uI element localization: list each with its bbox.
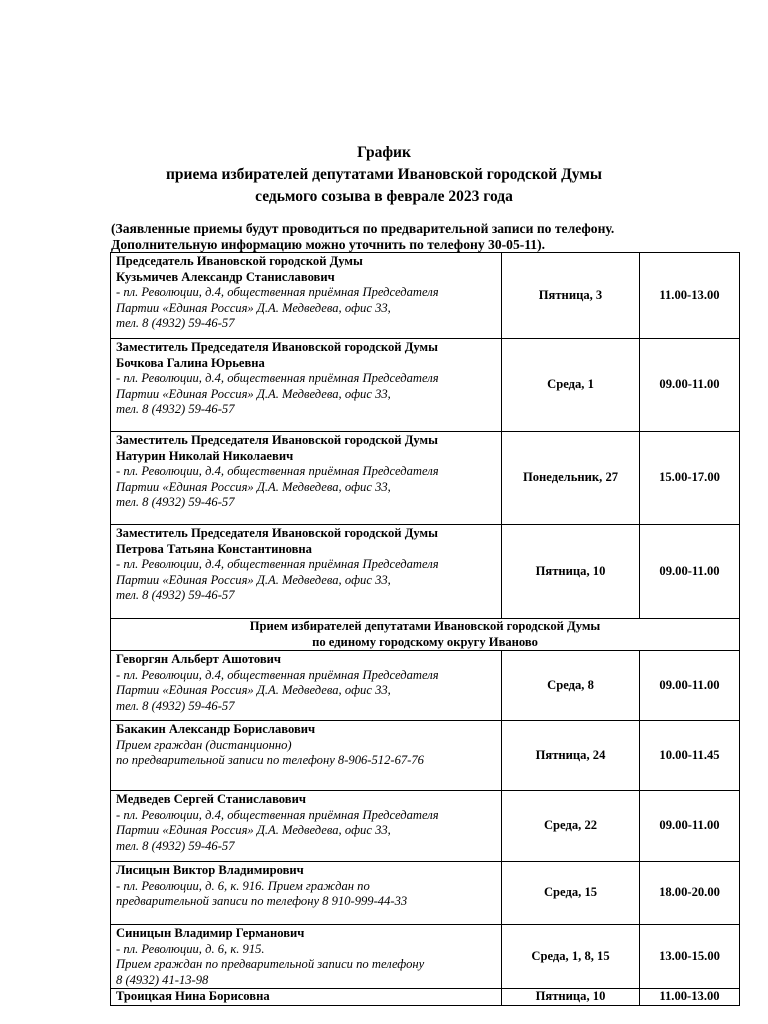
deputy-name: Петрова Татьяна Константиновна <box>116 541 312 556</box>
reception-time: 13.00-15.00 <box>640 925 740 989</box>
reception-day: Пятница, 10 <box>502 989 640 1006</box>
reception-time: 09.00-11.00 <box>640 339 740 432</box>
address-line: - пл. Революции, д. 6, к. 916. Прием граждан по <box>116 878 370 893</box>
reception-day: Среда, 22 <box>502 791 640 862</box>
reception-day: Пятница, 3 <box>502 253 640 339</box>
reception-day: Пятница, 24 <box>502 721 640 791</box>
address-line: - пл. Революции, д.4, общественная приёмная Председателя <box>116 464 439 478</box>
deputy-cell <box>111 989 502 1006</box>
address-line: Партии «Единая Россия» Д.А. Медведева, офис 33, <box>116 683 391 697</box>
deputy-role: Заместитель Председателя Ивановской городской Думы <box>116 433 438 447</box>
deputy-cell <box>111 525 502 619</box>
address-line: - пл. Революции, д. 6, к. 915. <box>116 941 265 956</box>
reception-time: 18.00-20.00 <box>640 862 740 925</box>
table-row <box>111 862 740 925</box>
deputy-name: Геворгян Альберт Ашотович <box>116 652 282 666</box>
reception-time: 09.00-11.00 <box>640 525 740 619</box>
note-line-1: (Заявленные приемы будут проводиться по предварительной записи по телефону. <box>111 221 615 236</box>
title-line-2: приема избирателей депутатами Ивановской городской Думы <box>166 166 602 183</box>
phone-line: тел. 8 (4932) 59-46-57 <box>116 588 235 602</box>
deputy-cell <box>111 253 502 339</box>
deputy-name: Медведев Сергей Станиславович <box>116 792 306 806</box>
address-line: - пл. Революции, д.4, общественная приёмная Председателя <box>116 667 439 682</box>
phone-note-line: Прием граждан по предварительной записи по телефону <box>116 957 425 971</box>
phone-line: тел. 8 (4932) 59-46-57 <box>116 495 235 509</box>
table-row <box>111 925 740 989</box>
table-row <box>111 525 740 619</box>
phone-line: 8 (4932) 41-13-98 <box>116 972 209 987</box>
deputy-name: Лисицын Виктор Владимирович <box>116 863 304 877</box>
remote-note-line: Прием граждан (дистанционно) <box>116 737 292 752</box>
document-title <box>0 142 768 208</box>
deputy-cell <box>111 862 502 925</box>
address-line: Партии «Единая Россия» Д.А. Медведева, офис 33, <box>116 479 391 494</box>
reception-time: 10.00-11.45 <box>640 721 740 791</box>
deputy-role: Председатель Ивановской городской Думы <box>116 254 363 268</box>
section-line-2: по единому городскому округу Иваново <box>312 634 538 649</box>
address-line: - пл. Революции, д.4, общественная приёмная Председателя <box>116 557 439 571</box>
address-line: Партии «Единая Россия» Д.А. Медведева, офис 33, <box>116 572 391 587</box>
table-row <box>111 253 740 339</box>
deputy-cell <box>111 925 502 989</box>
reception-time: 09.00-11.00 <box>640 651 740 721</box>
address-line: Партии «Единая Россия» Д.А. Медведева, офис 33, <box>116 300 391 315</box>
reception-day: Среда, 1, 8, 15 <box>502 925 640 989</box>
title-line-3: седьмого созыва в феврале 2023 года <box>255 188 513 205</box>
phone-line: тел. 8 (4932) 59-46-57 <box>116 698 235 713</box>
reception-day: Среда, 15 <box>502 862 640 925</box>
reception-time: 15.00-17.00 <box>640 432 740 525</box>
reception-day: Пятница, 10 <box>502 525 640 619</box>
deputy-cell <box>111 339 502 432</box>
address-line: - пл. Революции, д.4, общественная приёмная Председателя <box>116 371 439 385</box>
reception-time: 09.00-11.00 <box>640 791 740 862</box>
table-row <box>111 989 740 1006</box>
table-row <box>111 339 740 432</box>
phone-line: предварительной записи по телефону 8 910-999-44-33 <box>116 894 408 908</box>
deputy-cell <box>111 651 502 721</box>
schedule-table <box>110 252 740 1006</box>
reception-day: Понедельник, 27 <box>502 432 640 525</box>
address-line: - пл. Революции, д.4, общественная приёмная Председателя <box>116 807 439 822</box>
table-row <box>111 721 740 791</box>
deputy-role: Заместитель Председателя Ивановской городской Думы <box>116 340 438 354</box>
reception-time: 11.00-13.00 <box>640 989 740 1006</box>
deputy-cell <box>111 721 502 791</box>
address-line: - пл. Революции, д.4, общественная приёмная Председателя <box>116 285 439 299</box>
reception-day: Среда, 8 <box>502 651 640 721</box>
section-header <box>111 619 740 651</box>
reception-time: 11.00-13.00 <box>640 253 740 339</box>
deputy-cell <box>111 791 502 862</box>
section-line-1: Прием избирателей депутатами Ивановской городской Думы <box>249 619 601 633</box>
note-line-2: Дополнительную информацию можно уточнить по телефону 30-05-11). <box>111 237 546 252</box>
deputy-cell <box>111 432 502 525</box>
deputy-name: Бакакин Александр Бориславович <box>116 722 316 736</box>
table-row <box>111 791 740 862</box>
deputy-name: Троицкая Нина Борисовна <box>116 989 270 1003</box>
address-line: Партии «Единая Россия» Д.А. Медведева, офис 33, <box>116 386 391 401</box>
phone-line: тел. 8 (4932) 59-46-57 <box>116 402 235 416</box>
appointment-note <box>111 221 614 253</box>
deputy-name: Синицын Владимир Германович <box>116 926 305 940</box>
phone-line: тел. 8 (4932) 59-46-57 <box>116 838 235 853</box>
table-row <box>111 432 740 525</box>
phone-line: по предварительной записи по телефону 8-906-512-67-76 <box>116 753 424 767</box>
section-header-row <box>111 619 740 651</box>
deputy-role: Заместитель Председателя Ивановской городской Думы <box>116 526 438 540</box>
reception-day: Среда, 1 <box>502 339 640 432</box>
address-line: Партии «Единая Россия» Д.А. Медведева, офис 33, <box>116 823 391 837</box>
deputy-name: Кузьмичев Александр Станиславович <box>116 269 335 284</box>
deputy-name: Бочкова Галина Юрьевна <box>116 355 265 370</box>
phone-line: тел. 8 (4932) 59-46-57 <box>116 316 235 330</box>
deputy-name: Натурин Николай Николаевич <box>116 448 294 463</box>
table-row <box>111 651 740 721</box>
title-line-1: График <box>357 144 411 161</box>
